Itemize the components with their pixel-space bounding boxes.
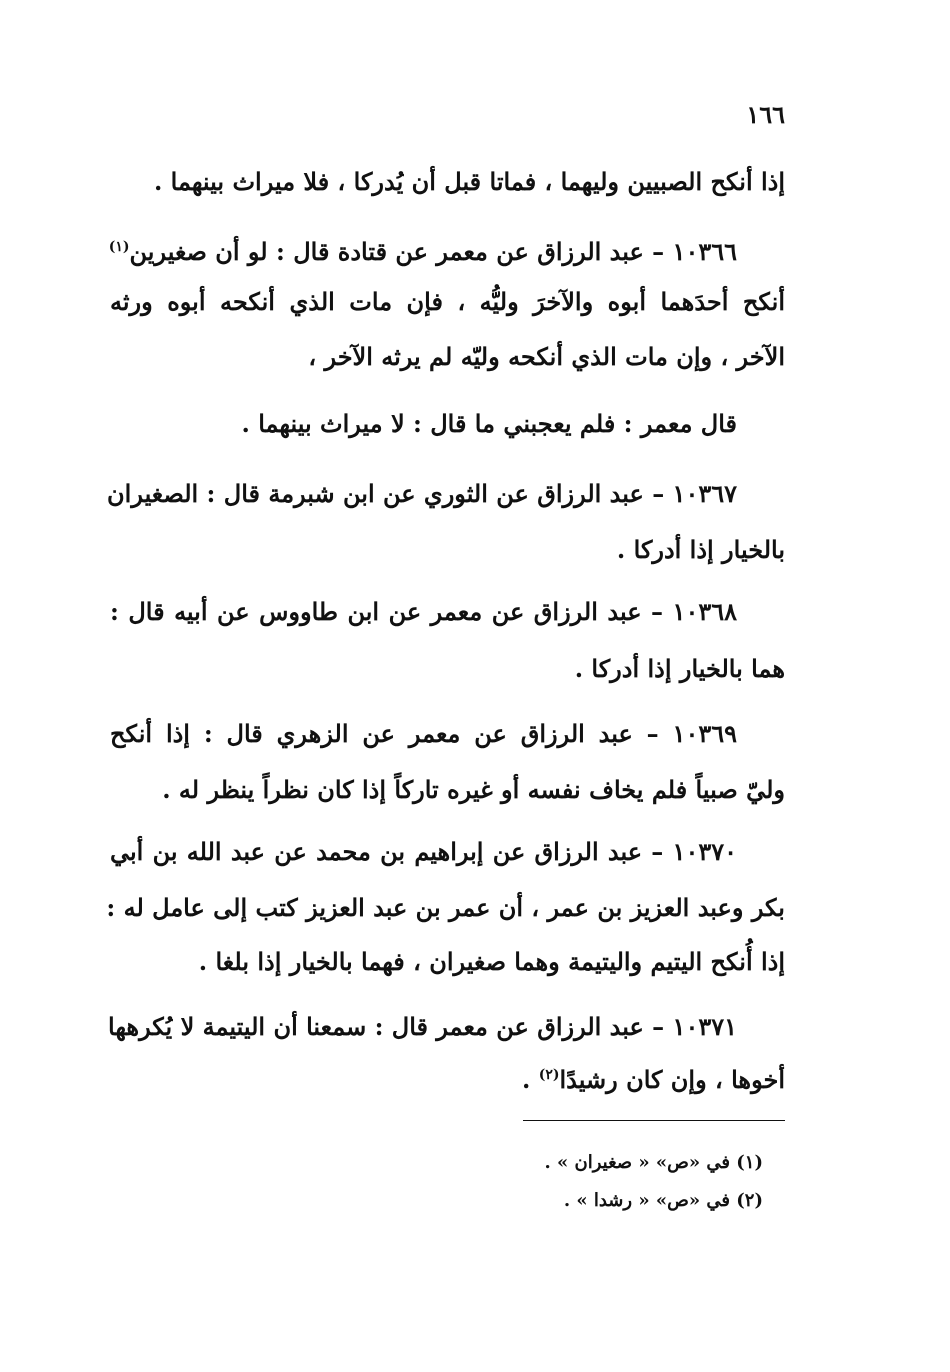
hadith-10371-line-1: ١٠٣٧١ – عبد الرزاق عن معمر قال : سمعنا أن اليتيمة لا يُكرهها (108, 1012, 737, 1041)
text-line-mamar: قال معمر : فلم يعجبني ما قال : لا ميراث بينهما . (241, 409, 737, 438)
footnote-ref-1: (١) (108, 239, 130, 255)
hadith-10371-period: . (522, 1065, 531, 1094)
footnote-1: (١) في «ص» « صغيران » . (544, 1152, 763, 1173)
page-number: ١٦٦ (746, 100, 785, 129)
hadith-10370-line-1: ١٠٣٧٠ – عبد الرزاق عن إبراهيم بن محمد عن عبد الله بن أبي (110, 837, 737, 866)
hadith-10370-line-2: بكر وعبد العزيز بن عمر ، أن عمر بن عبد العزيز كتب إلى عامل له : (106, 893, 785, 922)
hadith-10368-line-1: ١٠٣٦٨ – عبد الرزاق عن معمر عن ابن طاووس عن أبيه قال : (110, 597, 737, 626)
footnote-2: (٢) في «ص» « رشدا » . (563, 1190, 763, 1211)
hadith-10366-line-1 (108, 237, 737, 266)
text-line-1: إذا أنكح الصبيين وليهما ، فماتا قبل أن يُدركا ، فلا ميراث بينهما . (153, 167, 785, 196)
footnote-ref-2: (٢) (538, 1067, 560, 1083)
hadith-10369-line-2: وليّ صبياً فلم يخاف نفسه أو غيره تاركاً إذا كان نظراً ينظر له . (162, 775, 785, 804)
hadith-10367-line-1: ١٠٣٦٧ – عبد الرزاق عن الثوري عن ابن شبرمة قال : الصغيران (107, 479, 737, 508)
hadith-10371-line-2 (110, 1065, 785, 1094)
hadith-10369-line-1: ١٠٣٦٩ – عبد الرزاق عن معمر عن الزهري قال : إذا أنكح (110, 719, 737, 748)
hadith-10371-text: أخوها ، وإن كان رشيدًا (559, 1065, 785, 1094)
hadith-10370-line-3: إذا أُنكح اليتيم واليتيمة وهما صغيران ، فهما بالخيار إذا بلغا . (198, 947, 785, 976)
footnote-divider (523, 1120, 785, 1121)
hadith-10366-line-3: الآخر ، وإن مات الذي أنكحه وليّه لم يرثه الآخر ، (308, 342, 785, 371)
hadith-10368-line-2: هما بالخيار إذا أدركا . (574, 654, 785, 683)
hadith-10366-text: ١٠٣٦٦ – عبد الرزاق عن معمر عن قتادة قال : لو أن صغيرين (129, 237, 737, 266)
document-page (106, 0, 785, 1372)
hadith-10366-line-2: أنكح أحدَهما أبوه والآخرَ وليُّه ، فإن مات الذي أنكحه أبوه ورثه (110, 287, 785, 316)
hadith-10367-line-2: بالخيار إذا أدركا . (616, 535, 785, 564)
